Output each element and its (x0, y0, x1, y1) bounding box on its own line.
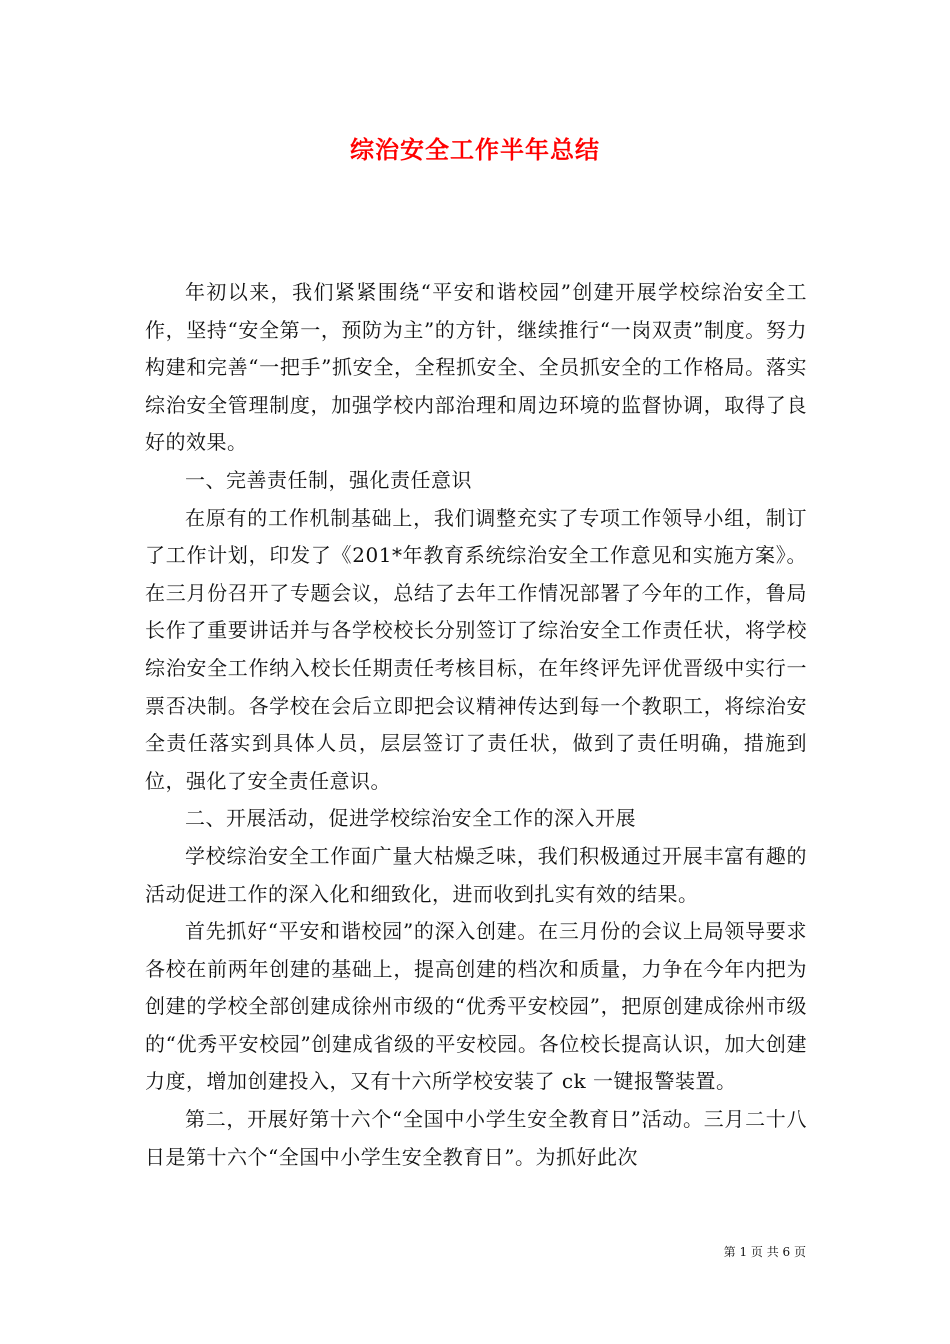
paragraph-first-point: 首先抓好“平安和谐校园”的深入创建。在三月份的会议上局领导要求各校在前两年创建的基础上，提高创建的档次和质量，力争在今年内把为创建的学校全部创建成徐州市级的“优秀平安校园”，把原创建成徐州市级的“优秀平安校园”创建成省级的平安校园。各位校长提高认识，加大创建力度，增加创建投入，又有十六所学校安装了 ck 一键报警装置。 (145, 919, 807, 1094)
page-number-footer: 第 1 页 共 6 页 (723, 1245, 806, 1259)
paragraph-intro: 年初以来，我们紧紧围绕“平安和谐校园”创建开展学校综治安全工作，坚持“安全第一，预防为主”的方针，继续推行“一岗双责”制度。努力构建和完善“一把手”抓安全，全程抓安全、全员抓安全的工作格局。落实综治安全管理制度，加强学校内部治理和周边环境的监督协调，取得了良好的效果。 (145, 280, 807, 455)
document-body (145, 274, 807, 1176)
paragraph-second-point: 第二，开展好第十六个“全国中小学生安全教育日”活动。三月二十八日是第十六个“全国中小学生安全教育日”。为抓好此次 (145, 1107, 807, 1169)
section-heading-1: 一、完善责任制，强化责任意识 (185, 467, 472, 492)
document-title: 综治安全工作半年总结 (350, 135, 600, 164)
paragraph-section-1: 在原有的工作机制基础上，我们调整充实了专项工作领导小组，制订了工作计划，印发了《201*年教育系统综治安全工作意见和实施方案》。在三月份召开了专题会议，总结了去年工作情况部署了今年的工作，鲁局长作了重要讲话并与各学校校长分别签订了综治安全工作责任状，将学校综治安全工作纳入校长任期责任考核目标，在年终评先评优晋级中实行一票否决制。各学校在会后立即把会议精神传达到每一个教职工，将综治安全责任落实到具体人员，层层签订了责任状，做到了责任明确，措施到位，强化了安全责任意识。 (145, 505, 807, 793)
paragraph-section-2-intro: 学校综治安全工作面广量大枯燥乏味，我们积极通过开展丰富有趣的活动促进工作的深入化和细致化，进而收到扎实有效的结果。 (145, 843, 807, 906)
section-heading-2: 二、开展活动，促进学校综治安全工作的深入开展 (185, 806, 636, 831)
